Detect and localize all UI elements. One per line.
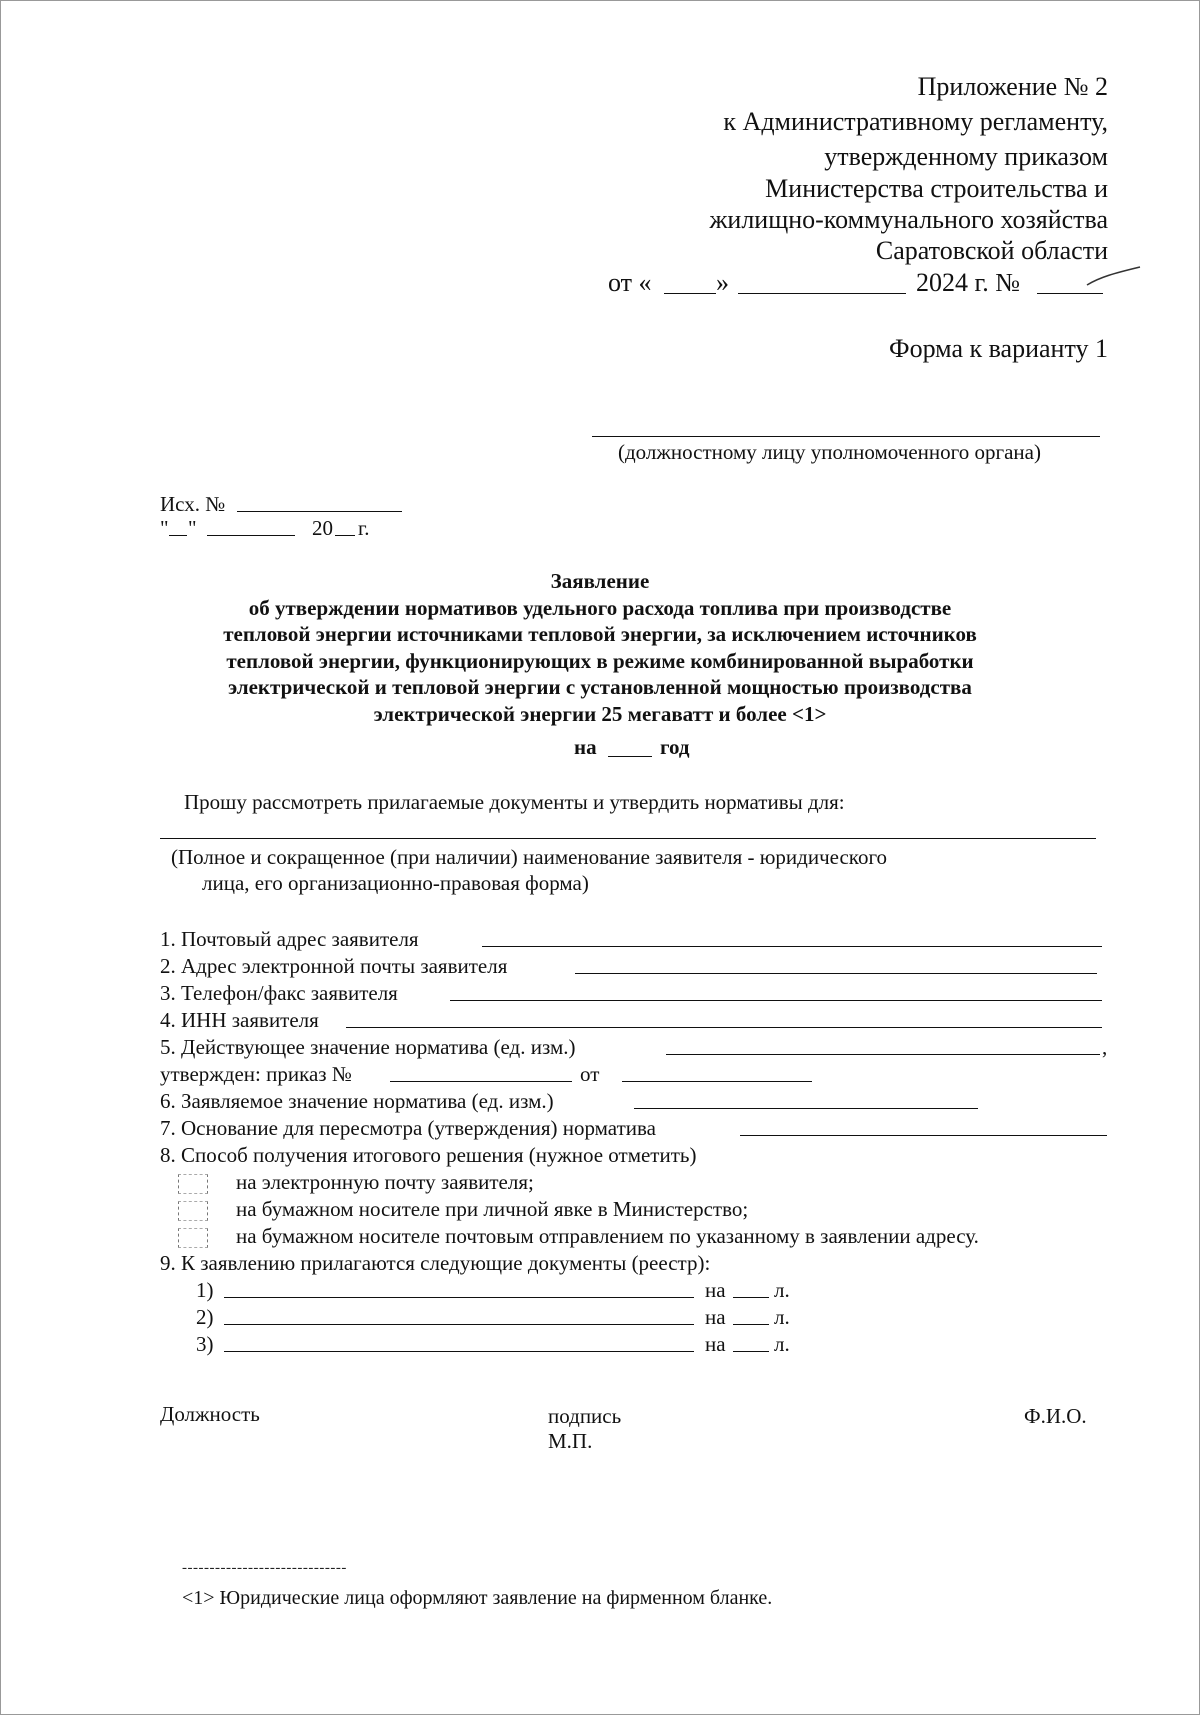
title-line: тепловой энергии, функционирующих в режиме комбинированной выработки [226, 648, 974, 673]
attachment-pages-line [733, 1324, 769, 1325]
applicant-caption-line1: (Полное и сокращенное (при наличии) наименование заявителя - юридического [171, 845, 888, 869]
inn-line [346, 1027, 1102, 1028]
attachment-line [224, 1324, 694, 1325]
requested-value-label: 6. Заявляемое значение норматива (ед. изм.) [160, 1089, 554, 1113]
header-line: Министерства строительства и [765, 174, 1108, 203]
checkbox-in-person[interactable] [178, 1201, 208, 1221]
attachment-number: 1) [196, 1278, 214, 1302]
request-intro: Прошу рассмотреть прилагаемые документы и утвердить нормативы для: [184, 790, 845, 814]
title-year-line [608, 756, 652, 757]
current-value-comma: , [1102, 1035, 1108, 1059]
header-line: к Административному регламенту, [723, 107, 1108, 136]
current-value-label: 5. Действующее значение норматива (ед. изм.) [160, 1035, 576, 1059]
attachment-line [224, 1297, 694, 1298]
approved-from-label: от [580, 1062, 600, 1086]
position-label: Должность [160, 1402, 260, 1426]
title-year-suffix: год [660, 735, 690, 759]
email-label: 2. Адрес электронной почты заявителя [160, 954, 508, 978]
basis-label: 7. Основание для пересмотра (утверждения) норматива [160, 1116, 656, 1140]
approved-order-number-line [390, 1081, 572, 1082]
basis-line [740, 1135, 1107, 1136]
attachment-pages-label: на [705, 1278, 726, 1302]
postal-address-label: 1. Почтовый адрес заявителя [160, 927, 419, 951]
approved-by-label: утвержден: приказ № [160, 1062, 352, 1086]
title-line: электрической и тепловой энергии с установленной мощностью производства [228, 675, 972, 699]
outgoing-year-suffix: г. [358, 516, 370, 540]
receipt-option-in-person: на бумажном носителе при личной явке в Министерство; [236, 1197, 749, 1221]
outgoing-month-line [207, 535, 295, 536]
title-line: тепловой энергии источниками тепловой энергии, за исключением источников [223, 622, 977, 646]
attachment-pages-line [733, 1297, 769, 1298]
form-variant-label: Форма к варианту 1 [889, 334, 1108, 363]
header-line: утвержденному приказом [824, 142, 1108, 171]
attachment-pages-suffix: л. [774, 1332, 790, 1356]
attachment-number: 3) [196, 1332, 214, 1356]
stamp-label: М.П. [548, 1429, 593, 1453]
signature-label: подпись [548, 1404, 622, 1428]
title-line: электрической энергии 25 мегаватт и более <1> [373, 701, 827, 726]
footnote-text: <1> Юридические лица оформляют заявление на фирменном бланке. [182, 1587, 773, 1609]
statement-title [150, 568, 1050, 727]
receipt-method-label: 8. Способ получения итогового решения (нужное отметить) [160, 1143, 697, 1167]
outgoing-date-quote-open: " [160, 516, 169, 540]
addressee-caption: (должностному лицу уполномоченного органа) [618, 440, 1041, 464]
attachment-line [224, 1351, 694, 1352]
approved-date-line [622, 1081, 812, 1082]
outgoing-year-line [335, 535, 355, 536]
requested-value-line [634, 1108, 978, 1109]
phone-line [450, 1000, 1102, 1001]
title-line: об утверждении нормативов удельного расхода топлива при производстве [248, 595, 952, 620]
header-line: жилищно-коммунального хозяйства [709, 205, 1108, 234]
title-heading: Заявление [550, 569, 650, 593]
applicant-caption-line2: лица, его организационно-правовая форма) [202, 871, 589, 895]
attachment-number: 2) [196, 1305, 214, 1329]
date-mid: » [716, 268, 729, 297]
day-underline [664, 293, 716, 294]
footnote-separator: ------------------------------ [182, 1560, 347, 1576]
addressee-line [592, 436, 1100, 437]
attachments-label: 9. К заявлению прилагаются следующие документы (реестр): [160, 1251, 711, 1275]
email-line [575, 973, 1097, 974]
title-year-prefix: на [574, 735, 597, 759]
inn-label: 4. ИНН заявителя [160, 1008, 319, 1032]
postal-address-line [482, 946, 1102, 947]
current-value-line [666, 1054, 1100, 1055]
checkbox-email[interactable] [178, 1174, 208, 1194]
attachment-pages-suffix: л. [774, 1278, 790, 1302]
full-name-label: Ф.И.О. [1024, 1404, 1087, 1428]
attachment-pages-label: на [705, 1332, 726, 1356]
date-year: 2024 г. № [916, 268, 1021, 297]
outgoing-year-label: 20 [312, 516, 333, 540]
outgoing-date-quote-close: " [188, 516, 197, 540]
applicant-name-line [160, 838, 1096, 839]
outgoing-day-line [169, 535, 187, 536]
receipt-option-post: на бумажном носителе почтовым отправлением по указанному в заявлении адресу. [236, 1224, 979, 1248]
outgoing-number-line [237, 511, 402, 512]
month-underline [738, 293, 906, 294]
handwritten-flourish [1085, 255, 1145, 295]
outgoing-number-label: Исх. № [160, 492, 226, 516]
header-line: Саратовской области [875, 236, 1108, 265]
date-prefix: от « [608, 268, 652, 297]
receipt-option-email: на электронную почту заявителя; [236, 1170, 534, 1194]
attachment-pages-label: на [705, 1305, 726, 1329]
header-line: Приложение № 2 [917, 72, 1108, 101]
phone-label: 3. Телефон/факс заявителя [160, 981, 398, 1005]
checkbox-post[interactable] [178, 1228, 208, 1248]
attachment-pages-suffix: л. [774, 1305, 790, 1329]
attachment-pages-line [733, 1351, 769, 1352]
